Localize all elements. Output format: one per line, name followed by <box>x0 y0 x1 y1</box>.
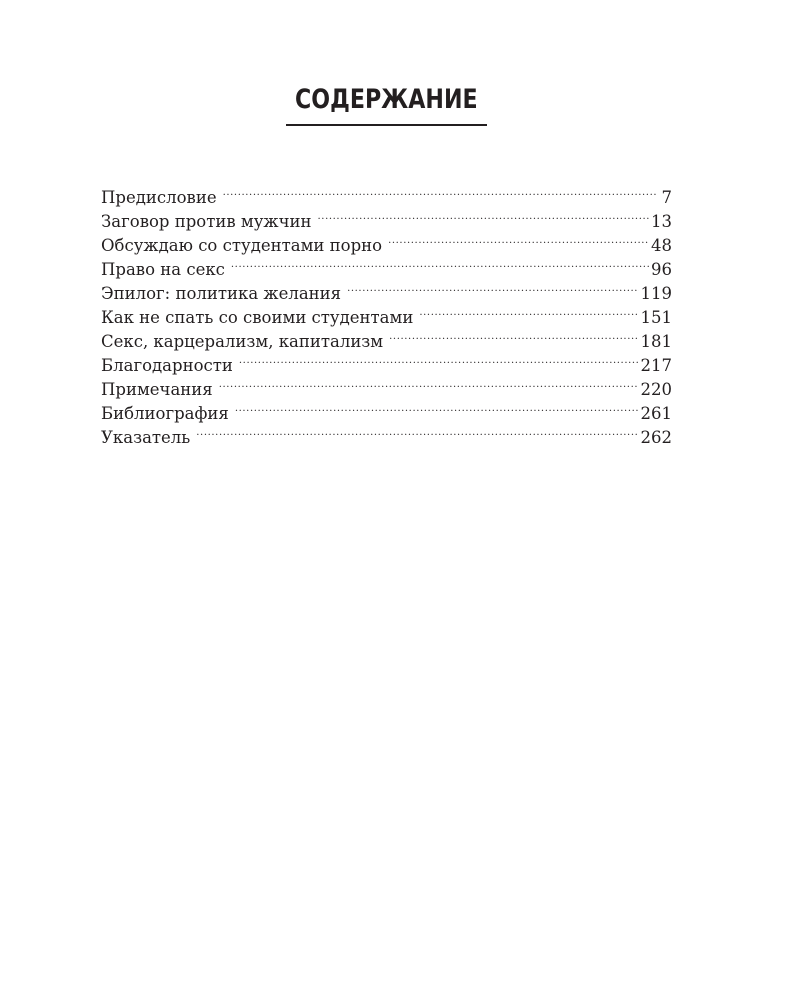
toc-entry-title: Секс, карцерализм, капитализм <box>101 332 384 351</box>
dot-leader <box>239 347 639 371</box>
toc-entry-page: 262 <box>640 428 672 447</box>
toc-entry-page: 151 <box>640 308 672 327</box>
dot-leader <box>389 323 638 347</box>
toc-entry-title: Библиография <box>101 404 229 423</box>
dot-leader <box>231 251 649 275</box>
table-of-contents <box>101 179 672 447</box>
page-title: СОДЕРЖАНИЕ <box>294 84 478 115</box>
toc-entry-title: Предисловие <box>101 188 217 207</box>
toc-entry-page: 181 <box>640 332 672 351</box>
dot-leader <box>419 299 638 323</box>
toc-entry-page: 217 <box>640 356 672 375</box>
toc-entry-page: 13 <box>651 212 672 231</box>
toc-entry-title: Как не спать со своими студентами <box>101 308 414 327</box>
toc-entry-page: 119 <box>640 284 672 303</box>
dot-leader <box>347 275 638 299</box>
dot-leader <box>235 395 639 419</box>
title-underline <box>286 124 487 126</box>
toc-entry-preface <box>101 179 672 207</box>
dot-leader <box>223 179 658 203</box>
toc-entry-page: 96 <box>651 260 672 279</box>
toc-entry-title: Обсуждаю со студентами порно <box>101 236 383 255</box>
toc-entry-page: 220 <box>640 380 672 399</box>
toc-entry-title: Указатель <box>101 428 191 447</box>
toc-entry-page: 261 <box>640 404 672 423</box>
toc-entry-title: Заговор против мужчин <box>101 212 312 231</box>
heading-block <box>0 80 772 120</box>
toc-entry-page: 48 <box>651 236 672 255</box>
dot-leader <box>388 227 649 251</box>
toc-entry-title: Благодарности <box>101 356 233 375</box>
dot-leader <box>196 419 638 443</box>
toc-entry-title: Эпилог: политика желания <box>101 284 342 303</box>
dot-leader <box>318 203 649 227</box>
dot-leader <box>219 371 639 395</box>
toc-entry-title: Право на секс <box>101 260 225 279</box>
toc-entry-page: 7 <box>661 188 672 207</box>
toc-entry-title: Примечания <box>101 380 213 399</box>
